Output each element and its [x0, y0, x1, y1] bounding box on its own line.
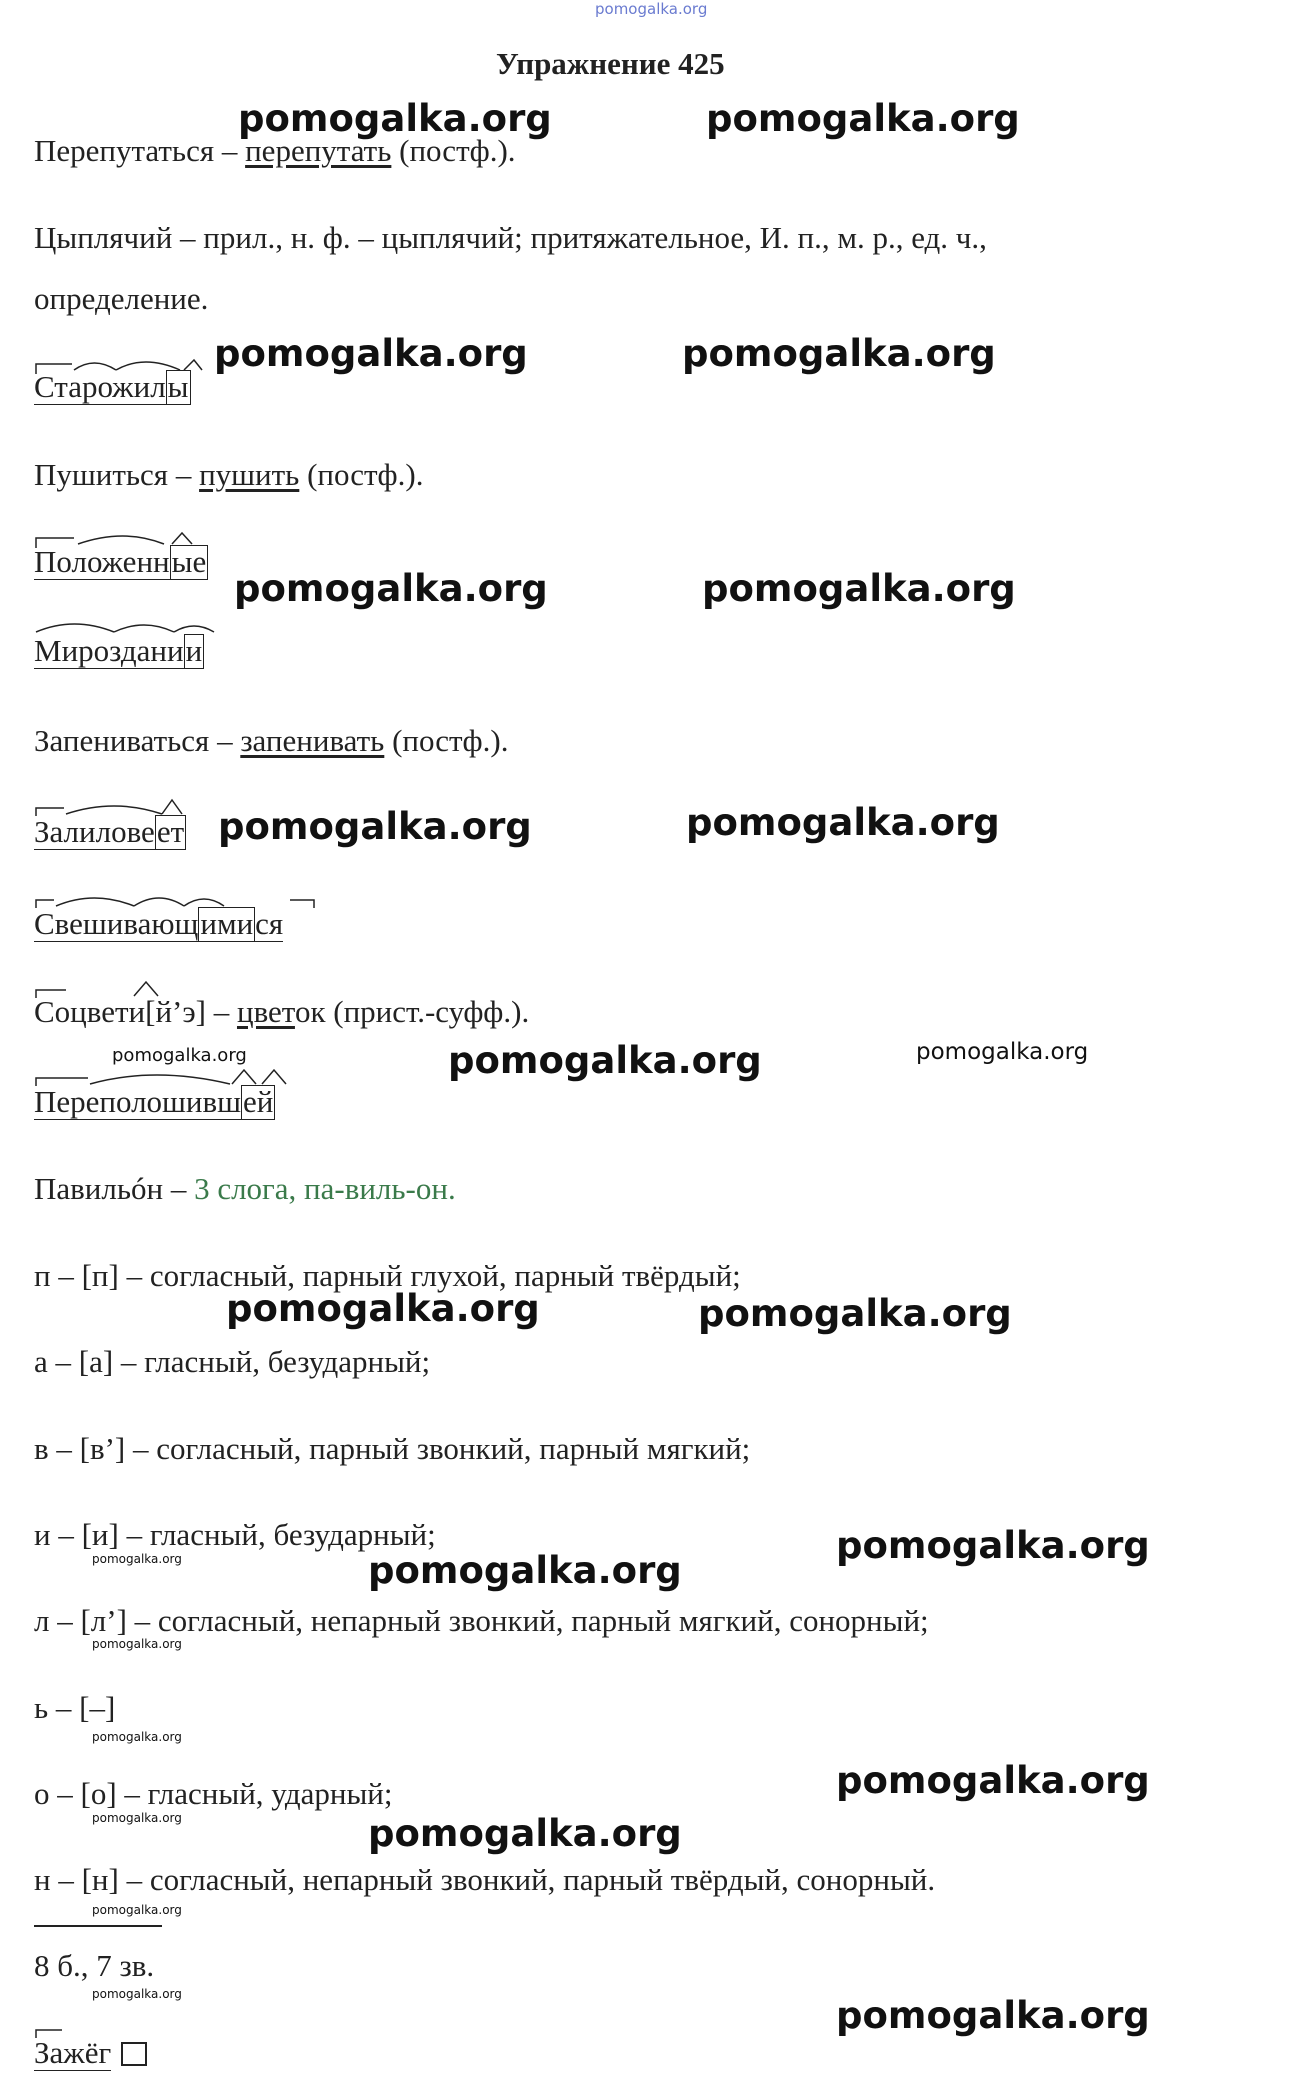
morpheme-arcs [34, 796, 234, 820]
line-zapenivatsya: Запениваться – запенивать (постф.). [34, 723, 509, 758]
summary: 8 б., 7 зв. [34, 1948, 155, 1983]
base-word: запенивать [240, 723, 385, 758]
watermark: pomogalka.org [836, 1994, 1150, 2037]
phon-line: н – [н] – согласный, непарный звонкий, парный твёрдый, сонорный. [34, 1862, 936, 1897]
watermark: pomogalka.org [448, 1039, 762, 1082]
phon-line: ь – [–] [34, 1690, 116, 1725]
morpheme-arcs [34, 528, 234, 550]
watermark: pomogalka.org [92, 1552, 182, 1566]
watermark: pomogalka.org [368, 1812, 682, 1855]
watermark: pomogalka.org [368, 1549, 682, 1592]
morpheme-arcs [34, 354, 214, 376]
top-watermark: pomogalka.org [595, 0, 708, 18]
ending-box: ет [156, 814, 185, 849]
watermark: pomogalka.org [836, 1759, 1150, 1802]
phon-line: в – [в’] – согласный, парный звонкий, парный мягкий; [34, 1431, 751, 1466]
line-perepytatsya: Перепутаться – перепутать (постф.). [34, 133, 516, 168]
watermark: pomogalka.org [702, 567, 1016, 610]
phon-line: л – [л’] – согласный, непарный звонкий, парный мягкий, сонорный; [34, 1603, 929, 1638]
base-word: перепутать [245, 133, 392, 168]
empty-ending-box [121, 2042, 147, 2066]
ending-box: ей [243, 1084, 274, 1119]
watermark: pomogalka.org [92, 1811, 182, 1825]
word-starozhily: Старожилы [34, 369, 189, 404]
line-pushitsya: Пушиться – пушить (постф.). [34, 457, 424, 492]
exercise-title: Упражнение 425 [496, 46, 725, 81]
watermark: pomogalka.org [92, 1987, 182, 2001]
line-opredelenie: определение. [34, 281, 209, 316]
phon-line: и – [и] – гласный, безударный; [34, 1517, 436, 1552]
line-sotsvetie: Соцвети[й’э] – цветок (прист.-суфф.). [34, 994, 530, 1029]
word-perepoloshivshey: Переполошившей [34, 1084, 274, 1119]
phon-line: п – [п] – согласный, парный глухой, парный твёрдый; [34, 1258, 741, 1293]
watermark: pomogalka.org [112, 1045, 247, 1066]
watermark: pomogalka.org [92, 1730, 182, 1744]
watermark: pomogalka.org [92, 1637, 182, 1651]
morpheme-arcs [34, 2020, 134, 2040]
morpheme-arcs [34, 616, 234, 638]
line-tsyplyachiy: Цыплячий – прил., н. ф. – цыплячий; притяжательное, И. п., м. р., ед. ч., [34, 220, 987, 255]
word-zazheg: Зажёг [34, 2037, 147, 2068]
watermark: pomogalka.org [234, 567, 548, 610]
word-mirozdanii: Мироздании [34, 633, 203, 668]
morpheme-arcs [34, 978, 234, 1002]
watermark: pomogalka.org [682, 332, 996, 375]
ending-box: ы [167, 369, 189, 404]
ending-box: ими [200, 906, 254, 941]
word-polozhennye: Положенные [34, 544, 207, 579]
watermark: pomogalka.org [238, 97, 552, 140]
watermark: pomogalka.org [686, 801, 1000, 844]
phon-line: о – [о] – гласный, ударный; [34, 1776, 393, 1811]
watermark: pomogalka.org [916, 1039, 1089, 1065]
watermark: pomogalka.org [706, 97, 1020, 140]
word-zaliloveet: Залиловеет [34, 814, 185, 849]
base-word: цвет [236, 994, 295, 1029]
watermark: pomogalka.org [214, 332, 528, 375]
divider [34, 1925, 162, 1927]
morpheme-arcs [34, 888, 334, 912]
phon-line: а – [а] – гласный, безударный; [34, 1344, 431, 1379]
line-pavilon: Павильóн – 3 слога, па-виль-он. [34, 1171, 456, 1206]
ending-box: ые [171, 544, 207, 579]
ending-box: и [185, 633, 203, 668]
word: Перепутаться [34, 133, 215, 168]
morpheme-arcs [34, 1064, 334, 1090]
word-sveshivayushchimisya: Свешивающимися [34, 906, 284, 941]
base-word: пушить [199, 457, 300, 492]
watermark: pomogalka.org [698, 1292, 1012, 1335]
watermark: pomogalka.org [226, 1287, 540, 1330]
watermark: pomogalka.org [836, 1524, 1150, 1567]
watermark: pomogalka.org [218, 805, 532, 848]
watermark: pomogalka.org [92, 1903, 182, 1917]
